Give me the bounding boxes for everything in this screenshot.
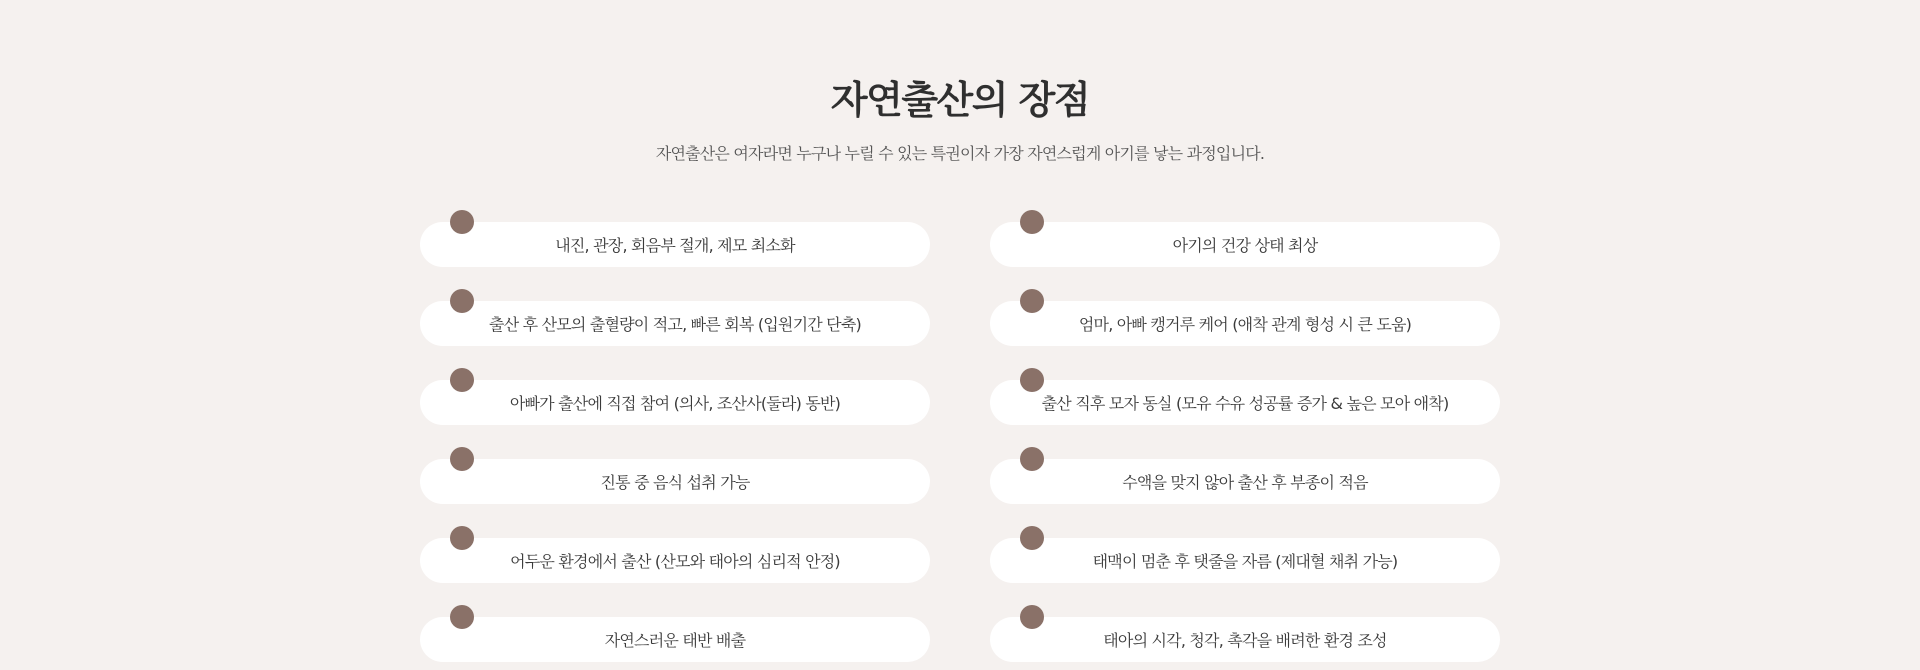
advantage-item-right-1: [990, 222, 1500, 267]
advantage-label: 어두운 환경에서 출산 (산모와 태아의 심리적 안정): [510, 552, 840, 571]
advantage-label: 아빠가 출산에 직접 참여 (의사, 조산사(둘라) 동반): [509, 394, 841, 413]
bullet-dot-icon: [1020, 526, 1044, 550]
advantage-label: 수액을 맞지 않아 출산 후 부종이 적음: [1122, 473, 1368, 492]
advantage-label: 출산 후 산모의 출혈량이 적고, 빠른 회복 (입원기간 단축): [489, 315, 861, 334]
advantages-grid: [420, 210, 1500, 662]
section-title: 자연출산의 장점: [830, 78, 1090, 122]
bullet-dot-icon: [450, 605, 474, 629]
advantage-item-left-5: [420, 538, 930, 583]
advantage-label: 아기의 건강 상태 최상: [1172, 236, 1318, 255]
advantage-label: 태아의 시각, 청각, 촉각을 배려한 환경 조성: [1103, 631, 1387, 650]
advantage-item-left-3: [420, 380, 930, 425]
advantage-item-right-6: [990, 617, 1500, 662]
bullet-dot-icon: [1020, 447, 1044, 471]
advantage-label: 태맥이 멈춘 후 탯줄을 자름 (제대혈 채취 가능): [1092, 552, 1398, 571]
bullet-dot-icon: [1020, 210, 1044, 234]
bullet-dot-icon: [1020, 368, 1044, 392]
section-subtitle: 자연출산은 여자라면 누구나 누릴 수 있는 특권이자 가장 자연스럽게 아기를 낳는 과정입니다.: [655, 144, 1265, 163]
advantage-item-right-2: [990, 301, 1500, 346]
advantage-item-right-3: [990, 380, 1500, 425]
advantage-label: 내진, 관장, 회음부 절개, 제모 최소화: [555, 236, 795, 255]
advantage-label: 출산 직후 모자 동실 (모유 수유 성공률 증가 & 높은 모아 애착): [1041, 394, 1449, 413]
advantage-label: 진통 중 음식 섭취 가능: [600, 473, 750, 492]
advantage-label: 엄마, 아빠 캥거루 케어 (애착 관계 형성 시 큰 도움): [1078, 315, 1412, 334]
bullet-dot-icon: [450, 368, 474, 392]
bullet-dot-icon: [450, 289, 474, 313]
bullet-dot-icon: [1020, 289, 1044, 313]
advantage-item-right-5: [990, 538, 1500, 583]
bullet-dot-icon: [1020, 605, 1044, 629]
advantage-item-left-1: [420, 222, 930, 267]
bullet-dot-icon: [450, 447, 474, 471]
advantage-item-left-6: [420, 617, 930, 662]
advantage-item-left-4: [420, 459, 930, 504]
advantage-item-left-2: [420, 301, 930, 346]
bullet-dot-icon: [450, 526, 474, 550]
bullet-dot-icon: [450, 210, 474, 234]
advantage-label: 자연스러운 태반 배출: [604, 631, 746, 650]
advantage-item-right-4: [990, 459, 1500, 504]
